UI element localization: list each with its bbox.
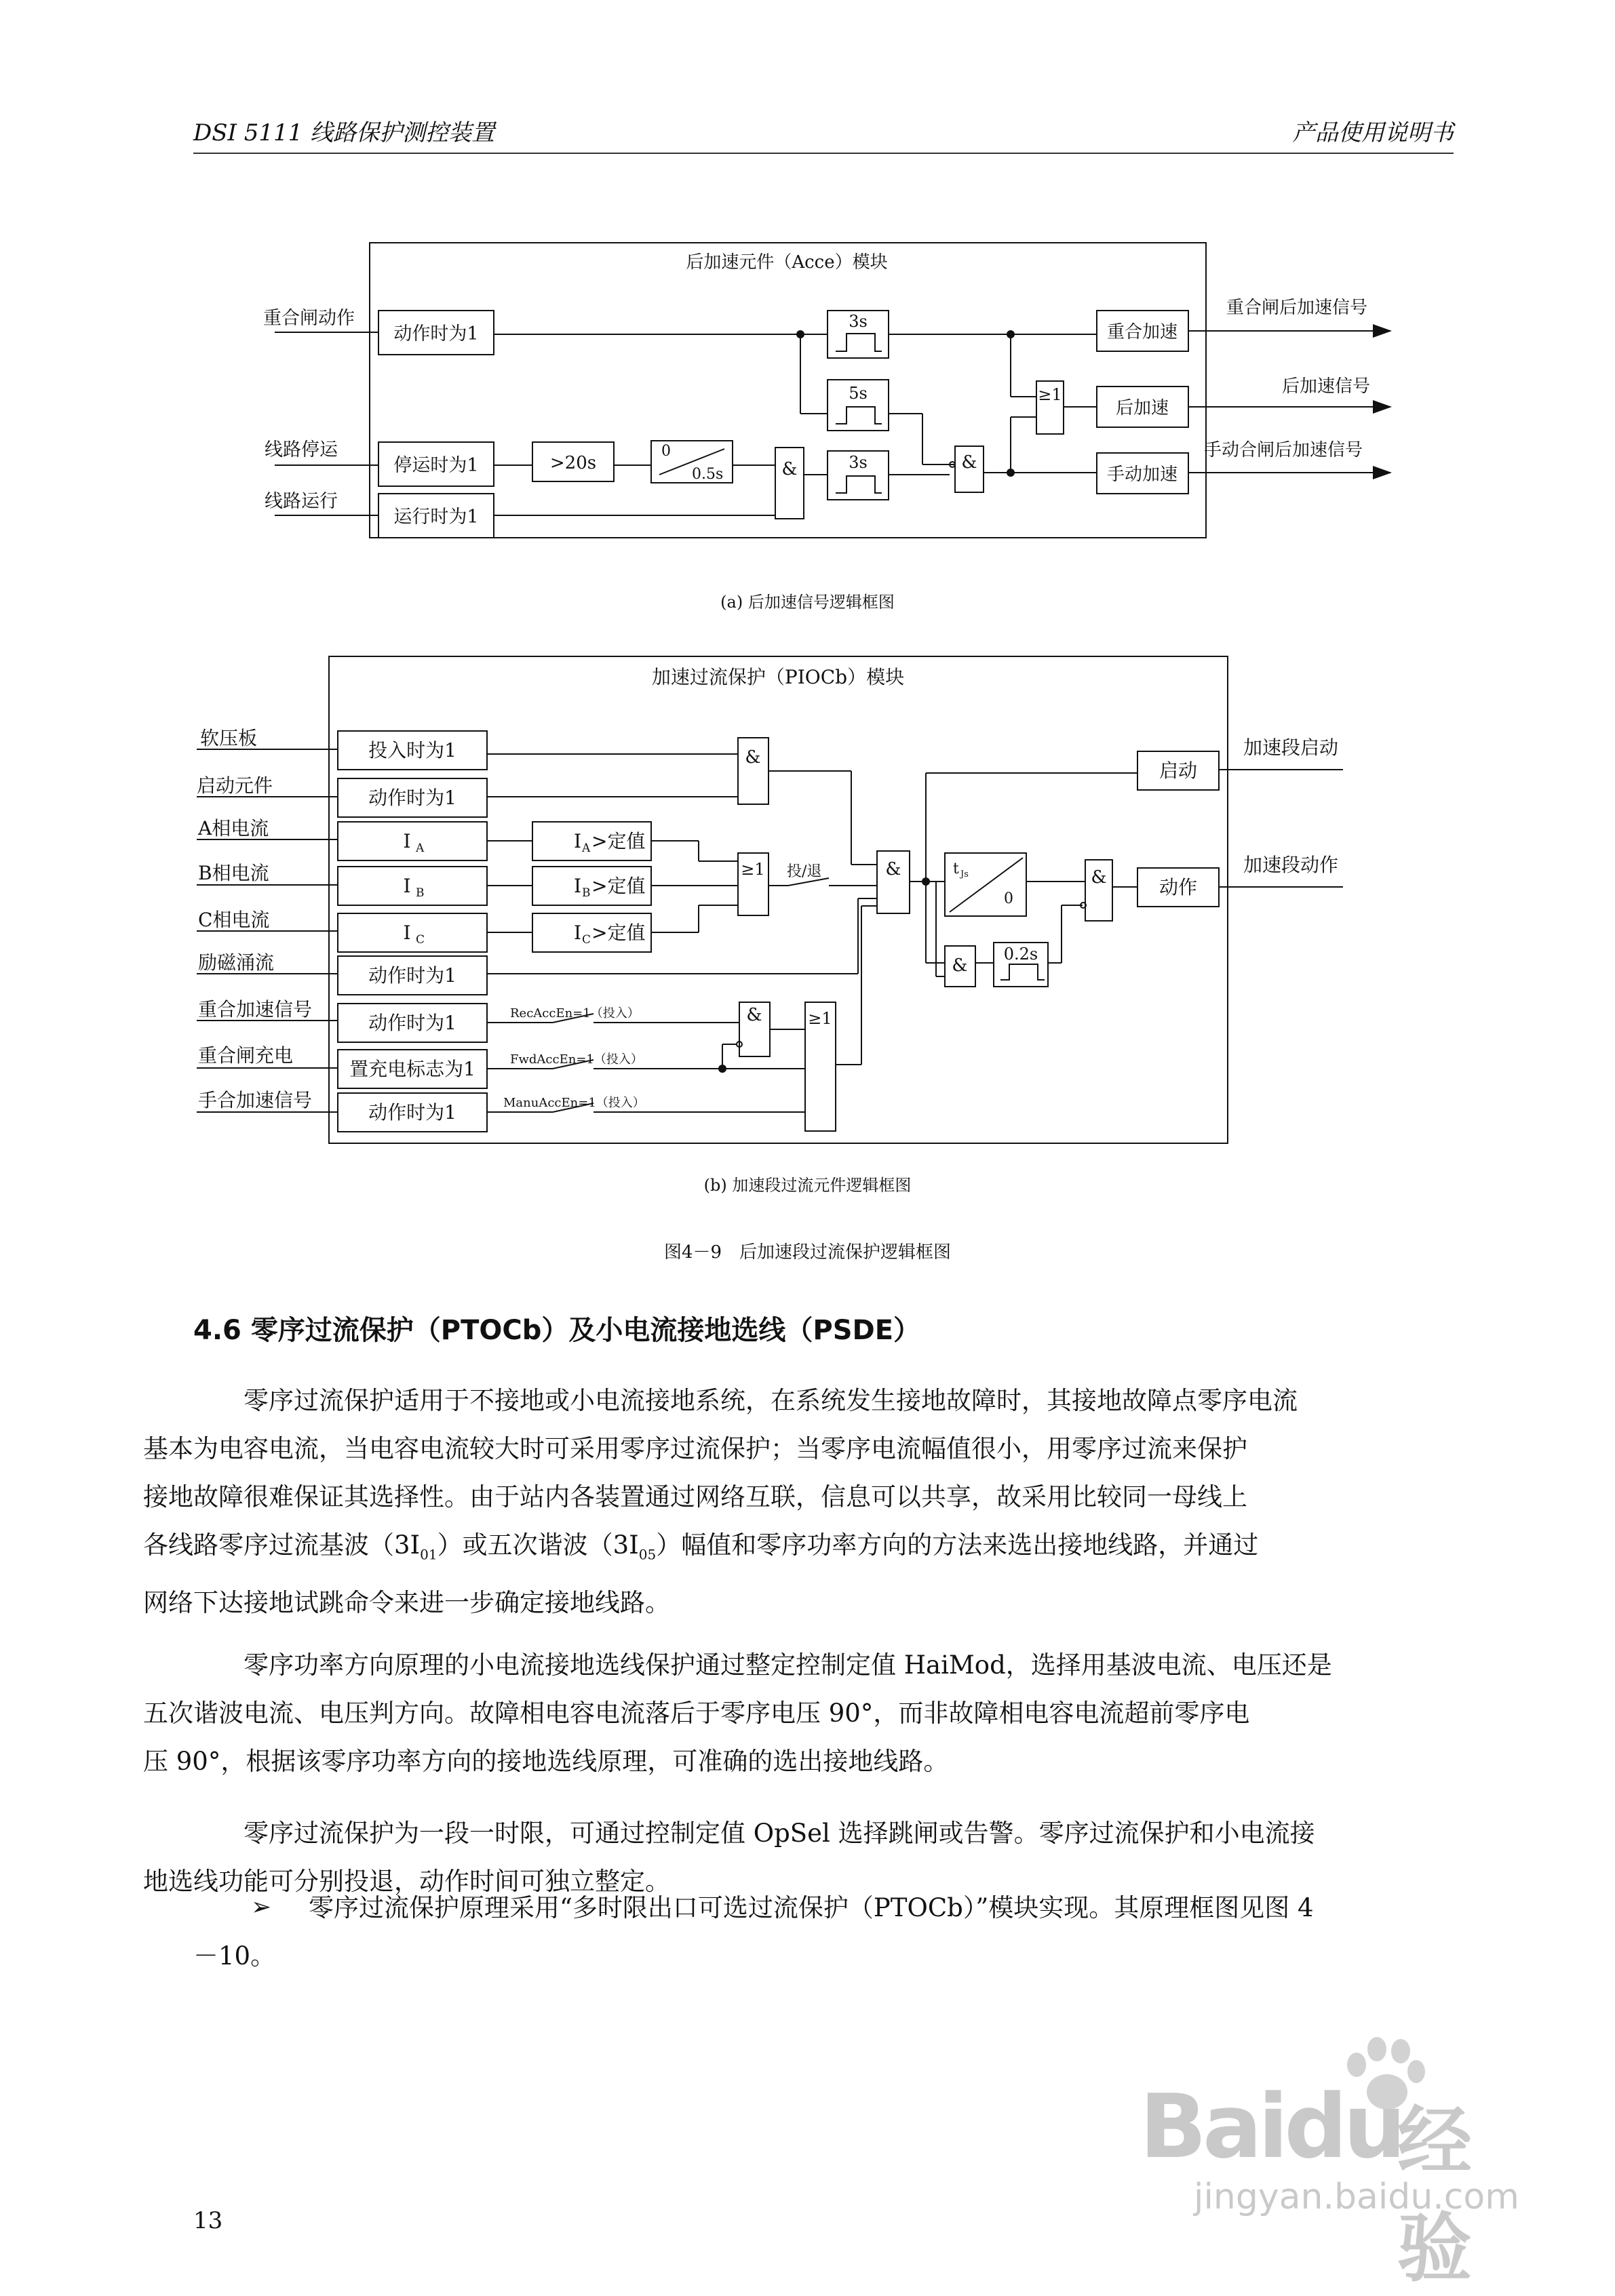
paragraph-bullet [193,1884,1454,1980]
acce-output-3: 手动合闸后加速信号 [1204,440,1363,460]
pioc-box-ia-sub: A [416,842,425,855]
acce-junction-3 [1007,469,1014,476]
acce-timer-3s-b-label: 3s [849,453,868,472]
pioc-gate-or-acc-label: ≥1 [808,1009,832,1028]
pioc-input-ic: C相电流 [198,909,270,931]
figure-caption: 图4－9 后加速段过流保护逻辑框图 [663,1242,952,1263]
pioc-timer-zero: 0 [1004,890,1013,907]
pioc-input-inrush: 励磁涌流 [198,951,275,974]
page-number: 13 [193,2207,223,2234]
p2-line-3: 压 90°，根据该零序功率方向的接地选线原理，可准确的选出接地线路。 [143,1747,949,1776]
pioc-cmp-b-label: >定值 [591,875,646,897]
pioc-box-ia-label: I [403,830,411,852]
pioc-cmp-a-sub: A [582,842,591,855]
acce-box-manual-acc-label: 手动加速 [1106,464,1178,485]
acce-box-reclose-acc-label: 重合加速 [1106,322,1178,342]
pioc-box-charge-label: 置充电标志为1 [349,1058,475,1080]
acce-output-1: 重合闸后加速信号 [1226,298,1368,318]
pioc-switch-rec: RecAccEn=1（投入） [510,1006,640,1021]
pioc-gate-and-out-label: & [1091,867,1107,888]
pioc-switch-manu: ManuAccEn=1（投入） [503,1096,645,1110]
acce-module-frame [370,243,1206,538]
pioc-timer-t: t [953,860,959,877]
pioc-gate-and-top-label: & [745,747,761,768]
acce-gate-and-1 [775,448,804,519]
pioc-box-ib-label: I [403,875,411,897]
acce-box-run-label: 运行时为1 [393,507,479,528]
section-title: 4.6 零序过流保护（PTOCb）及小电流接地选线（PSDE） [193,1315,921,1346]
acce-input-stop: 线路停运 [265,439,338,460]
acce-timer-3s-a-label: 3s [849,312,868,331]
p1-sub-01: 01 [420,1546,437,1563]
pioc-junction-1 [922,878,929,885]
p1-line-5: 网络下达接地试跳命令来进一步确定接地线路。 [143,1588,670,1618]
pioc-box-reclose-label: 动作时为1 [368,1012,456,1034]
p1-line-1: 零序过流保护适用于不接地或小电流接地系统，在系统发生接地故障时，其接地故障点零序电流 [244,1386,1298,1415]
pioc-box-manual-label: 动作时为1 [368,1101,456,1124]
pioc-junction-2 [719,1065,726,1072]
pioc-input-ib: B相电流 [198,862,269,884]
pioc-input-charge: 重合闸充电 [198,1044,294,1067]
bullet-arrow-icon: ➢ [251,1893,272,1921]
pioc-box-start-label: 动作时为1 [368,787,456,809]
pioc-gate-and-rec-label: & [746,1005,762,1025]
pioc-cmp-b-i: I [574,875,582,897]
acce-gate-or-label: ≥1 [1038,385,1062,404]
pioc-box-inrush-label: 动作时为1 [368,964,456,987]
acce-box-action-label: 动作时为1 [393,323,479,344]
pioc-box-enable-label: 投入时为1 [368,739,456,761]
acce-gate-and-1-label: & [781,459,798,479]
acce-junction-2 [1007,331,1014,338]
pioc-output-trip: 加速段动作 [1243,854,1339,876]
pioc-timer-sub: Js [960,869,969,879]
bullet-line-1: 零序过流保护原理采用“多时限出口可选过流保护（PTOCb）”模块实现。其原理框图见图 4 [309,1893,1314,1922]
figure-a-caption: (a) 后加速信号逻辑框图 [720,593,895,612]
acce-20s-label: >20s [549,453,597,473]
acce-delay-05s: 0.5s [692,466,724,483]
pioc-timer-02s-label: 0.2s [1003,945,1038,964]
bullet-line-2: －10。 [193,1941,276,1971]
pioc-cmp-a-i: I [574,830,582,852]
pioc-box-ia [338,822,487,860]
pioc-box-ic-sub: C [416,933,425,947]
acce-delay-zero: 0 [661,443,671,460]
pioc-output-start: 加速段启动 [1243,736,1339,759]
pioc-box-trip-out-label: 动作 [1159,876,1198,898]
p2-line-2: 五次谐波电流、电压判方向。故障相电容电流落后于零序电压 90°，而非故障相电容电流超前零序电 [143,1699,1250,1728]
pioc-cmp-c-label: >定值 [591,922,646,944]
header-doc-title: DSI 5111 线路保护测控装置 [193,119,495,146]
p1-line-2: 基本为电容电流，当电容电流较大时可采用零序过流保护；当零序电流幅值很小，用零序过流来保护 [143,1434,1247,1463]
p3-line-2: 地选线功能可分别投退，动作时间可独立整定。 [143,1867,670,1896]
p2-line-1: 零序功率方向原理的小电流接地选线保护通过整定控制定值 HaiMod，选择用基波电流、电压还是 [244,1650,1332,1680]
acce-box-post-acc-label: 后加速 [1115,398,1169,418]
pioc-cmp-b-sub: B [582,886,591,900]
pioc-cmp-a-label: >定值 [591,830,646,852]
pioc-cmp-c-i: I [574,922,582,944]
acce-gate-and-2-label: & [961,452,977,473]
pioc-gate-or-phase-label: ≥1 [741,860,765,879]
paragraph-2 [143,1641,1454,1785]
pioc-input-enable: 软压板 [200,727,258,749]
pioc-box-ib-sub: B [416,886,425,900]
pioc-box-ic-label: I [403,922,411,944]
pioc-input-manual: 手合加速信号 [198,1089,313,1111]
baidu-watermark [1133,2034,1540,2292]
acce-output-2: 后加速信号 [1282,376,1371,397]
pioc-box-ib [338,867,487,905]
p3-line-1: 零序过流保护为一段一时限，可通过控制定值 OpSel 选择跳闸或告警。零序过流保护和小电流接 [244,1819,1315,1848]
acce-input-run: 线路运行 [265,491,338,512]
acce-input-reclose: 重合闸动作 [263,308,355,329]
pioc-title: 加速过流保护（PIOCb）模块 [651,666,905,688]
acce-junction-1 [797,331,804,338]
watermark-url: jingyan.baidu.com [1194,2177,1519,2217]
header-manual-label: 产品使用说明书 [1292,119,1454,146]
p1-sub-05: 05 [638,1546,657,1563]
p1-line-4b: ）或五次谐波（3I [437,1530,639,1560]
watermark-cn: 经验 [1397,2098,1472,2292]
pioc-switch-label: 投/退 [787,863,822,880]
figure-b-caption: (b) 加速段过流元件逻辑框图 [703,1176,912,1195]
pioc-switch-fwd: FwdAccEn=1（投入） [510,1052,643,1067]
pioc-box-ic [338,913,487,952]
p1-line-3: 接地故障很难保证其选择性。由于站内各装置通过网络互联，信息可以共享，故采用比较同一母线上 [143,1482,1247,1511]
pioc-input-reclose: 重合加速信号 [198,998,313,1021]
pioc-input-ia: A相电流 [198,817,269,839]
pioc-gate-and-low-label: & [952,955,968,976]
pioc-cmp-c-sub: C [582,933,591,947]
pioc-input-start: 启动元件 [197,774,273,797]
p1-line-4a: 各线路零序过流基波（3I [143,1530,421,1560]
paragraph-1 [143,1377,1454,1627]
acce-timer-5s-label: 5s [849,384,868,403]
acce-title: 后加速元件（Acce）模块 [686,252,888,273]
pioc-box-start-out-label: 启动 [1159,759,1198,782]
pioc-gate-and-main-label: & [885,859,901,879]
acce-box-stop-label: 停运时为1 [393,455,479,476]
watermark-logo: Baidu [1140,2075,1402,2178]
p1-line-4c: ）幅值和零序功率方向的方法来选出接地线路，并通过 [656,1530,1259,1560]
